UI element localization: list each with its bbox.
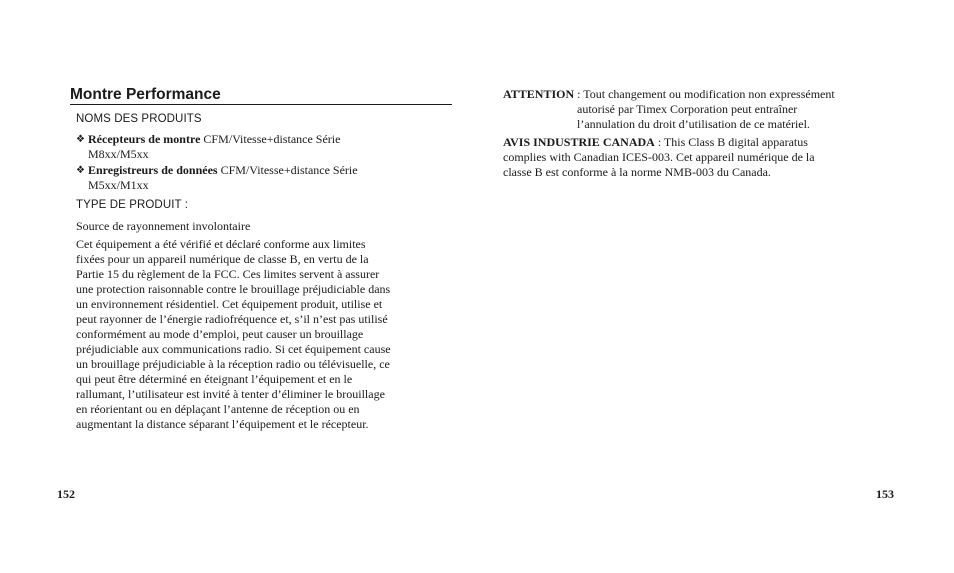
product-names-heading: NOMS DES PRODUITS	[76, 113, 202, 125]
fcc-statement	[76, 237, 448, 432]
attention-text: : Tout changement ou modification non expressément	[574, 87, 835, 101]
fcc-line: une protection raisonnable contre le brouillage préjudiciable dans	[76, 282, 391, 296]
product-detail-cont: M8xx/M5xx	[88, 147, 149, 161]
page-number-left: 152	[57, 487, 75, 501]
fcc-line: en réorientant ou en déplaçant l’antenne de réception ou en	[76, 402, 360, 416]
avis-text: : This Class B digital apparatus	[654, 135, 808, 149]
section-title: Montre Performance	[70, 86, 452, 105]
fcc-line: un brouillage préjudiciable à la réception radio ou télévisuelle, ce	[76, 357, 390, 371]
attention-label: ATTENTION	[503, 87, 575, 101]
avis-text-cont: classe B est conforme à la norme NMB-003 du Canada.	[503, 165, 771, 179]
list-item	[76, 132, 446, 162]
product-name: Enregistreurs de données	[88, 163, 218, 177]
fcc-line: qui peut être déterminé en éteignant l’équipement et en le	[76, 372, 353, 386]
list-item	[76, 163, 446, 193]
fcc-line: fixées pour un appareil numérique de classe B, en vertu de la	[76, 252, 369, 266]
fcc-line: un environnement résidentiel. Cet équipement produit, utilise et	[76, 297, 383, 311]
product-detail-cont: M5xx/M1xx	[88, 178, 149, 192]
product-type-heading: TYPE DE PRODUIT :	[76, 199, 189, 211]
fcc-line: conformément au mode d’emploi, peut causer un brouillage	[76, 327, 364, 341]
diamond-bullet-icon: ❖	[76, 134, 85, 145]
fcc-line: augmentant la distance séparant l’équipement et le récepteur.	[76, 417, 369, 431]
fcc-line: peut rayonner de l’énergie radiofréquence et, s’il n’est pas utilisé	[76, 312, 388, 326]
diamond-bullet-icon: ❖	[76, 165, 85, 176]
fcc-line: rallumant, l’utilisateur est invité à tenter d’éliminer le brouillage	[76, 387, 385, 401]
product-name: Récepteurs de montre	[88, 132, 201, 146]
product-detail: CFM/Vitesse+distance Série	[217, 163, 358, 177]
fcc-line: Cet équipement a été vérifié et déclaré conforme aux limites	[76, 237, 366, 251]
fcc-line: Partie 15 du règlement de la FCC. Ces limites servent à assurer	[76, 267, 380, 281]
attention-text-cont: l’annulation du droit d’utilisation de ce matériel.	[577, 117, 810, 131]
attention-text-cont: autorisé par Timex Corporation peut entraîner	[577, 102, 798, 116]
avis-label: AVIS INDUSTRIE CANADA	[503, 135, 655, 149]
page-number-right: 153	[876, 487, 894, 501]
avis-paragraph	[503, 135, 898, 180]
product-list	[76, 132, 446, 194]
avis-text-cont: complies with Canadian ICES-003. Cet appareil numérique de la	[503, 150, 815, 164]
fcc-line: préjudiciable aux communications radio. Si cet équipement cause	[76, 342, 391, 356]
product-type-text: Source de rayonnement involontaire	[76, 219, 251, 233]
product-detail: CFM/Vitesse+distance Série	[200, 132, 341, 146]
attention-paragraph	[503, 87, 898, 132]
